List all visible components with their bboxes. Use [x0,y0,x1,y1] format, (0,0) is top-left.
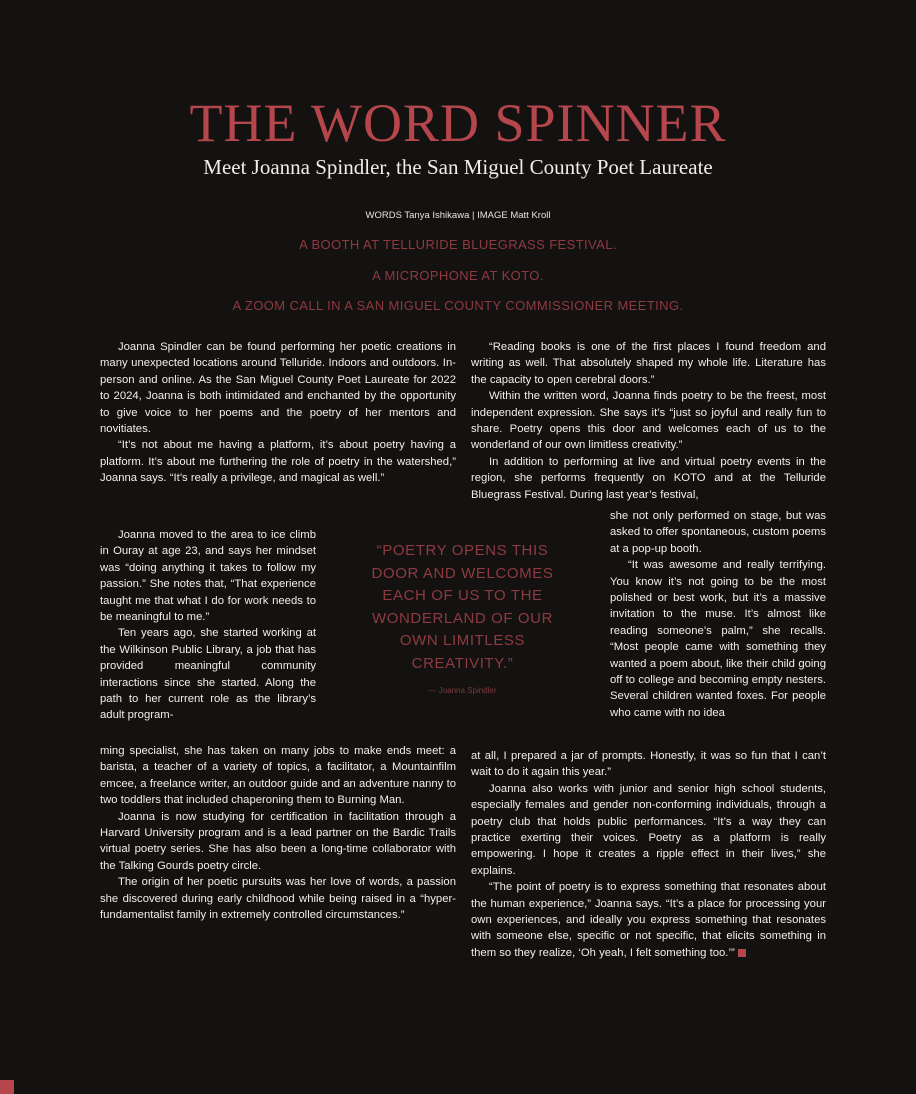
right-column-top [471,339,826,503]
kicker-line: A MICROPHONE AT KOTO. [372,268,544,283]
article-subtitle: Meet Joanna Spindler, the San Miguel County Poet Laureate [203,155,713,179]
paragraph: “It was awesome and really terrifying. You know it’s not going to be the most polished or best work, but it’s a massive invitation to the muse. It’s almost like reading someone’s palm,” she recalls. “Most people came with something they wanted a poem about, like their child going off to college and becoming empty nesters. Several children wanted foxes. For people who came with no idea [610,559,826,719]
right-column-bottom [471,748,826,961]
kicker-line: A BOOTH AT TELLURIDE BLUEGRASS FESTIVAL. [299,237,617,252]
right-column-narrow [610,508,826,721]
paragraph: The origin of her poetic pursuits was her love of words, a passion she discovered during early childhood while being raised in a “hyper-fundamentalist family in extremely controlled circumstances.” [100,876,456,922]
kicker-line: A ZOOM CALL IN A SAN MIGUEL COUNTY COMMISSIONER MEETING. [232,298,684,313]
pull-quote: “POETRY OPENS THIS DOOR AND WELCOMES EACH OF US TO THE WONDERLAND OF OUR OWN LIMITLESS CREATIVITY.” [371,542,554,672]
pull-quote-attribution: — Joanna Spindler [428,686,497,695]
paragraph: In addition to performing at live and virtual poetry events in the region, she performs frequently on KOTO and at the Telluride Bluegrass Festival. During last year’s festival, [471,455,826,501]
left-column-bottom [100,743,456,923]
paragraph-final [471,879,826,961]
end-mark-icon [738,949,746,957]
page-corner-mark [0,1080,14,1094]
paragraph: ming specialist, she has taken on many jobs to make ends meet: a barista, a teacher of a variety of topics, a facilitator, a Mountainfilm emcee, a freelance writer, an outdoor guide and an adventure nanny to two toddlers that included chaperoning them to Burning Man. [100,745,456,807]
article-title: THE WORD SPINNER [189,93,727,153]
paragraph: Joanna Spindler can be found performing her poetic creations in many unexpected locations around Telluride. Indoors and outdoors. In-person and online. As the San Miguel County Poet Laureate for 2022 to 2024, Joanna is both intimidated and enchanted by the opportunity to give voice to her poems and the poetry of her mentors and novitiates. [100,341,456,436]
paragraph: “It’s not about me having a platform, it’s about poetry having a platform. It’s about me furthering the role of poetry in the watershed,” Joanna says. “It’s really a privilege, and magical as well.” [100,439,456,485]
paragraph: Joanna is now studying for certification in facilitation through a Harvard University program and is a lead partner on the Bardic Trails virtual poetry series. She has also been a long-time collaborator with the Talking Gourds poetry circle. [100,810,456,872]
paragraph: at all, I prepared a jar of prompts. Honestly, it was so fun that I can’t wait to do it again this year.” [471,750,826,779]
paragraph: she not only performed on stage, but was asked to offer spontaneous, custom poems at a pop-up booth. [610,510,826,555]
paragraph: Joanna moved to the area to ice climb in Ouray at age 23, and says her mindset was “doing anything it takes to follow my passion.” She notes that, “That experience taught me that what I do for work needs to be meaningful to me.” [100,529,316,624]
left-column-narrow [100,527,316,724]
paragraph: “Reading books is one of the first places I found freedom and writing as well. That absolutely shaped my whole life. Literature has the capacity to open cerebral doors.” [471,341,826,386]
left-column-top [100,339,456,487]
article-credits: WORDS Tanya Ishikawa | IMAGE Matt Kroll [365,210,551,221]
paragraph-text: “The point of poetry is to express something that resonates about the human experience,” Joanna says. “It’s a place for processing your own experiences, and ideally you express something that resonates with someone else, specific or not specific, that elicits something in them so they realize, ‘Oh yeah, I felt something too.’” [471,881,826,959]
paragraph: Joanna also works with junior and senior high school students, especially females and gender non-conforming individuals, through a poetry club that holds public performances. “It’s a way they can practice exerting their voices. Poetry as a platform is really empowering. I hope it creates a ripple effect in their lives,” she explains. [471,782,826,877]
paragraph: Ten years ago, she started working at the Wilkinson Public Library, a job that has provided meaningful community interactions since she started. Along the path to her current role as the library’s adult program- [100,627,316,722]
paragraph: Within the written word, Joanna finds poetry to be the freest, most independent expression. She says it’s “just so joyful and really fun to share. Poetry opens this door and welcomes each of us to the wonderland of our own limitless creativity.” [471,390,826,452]
